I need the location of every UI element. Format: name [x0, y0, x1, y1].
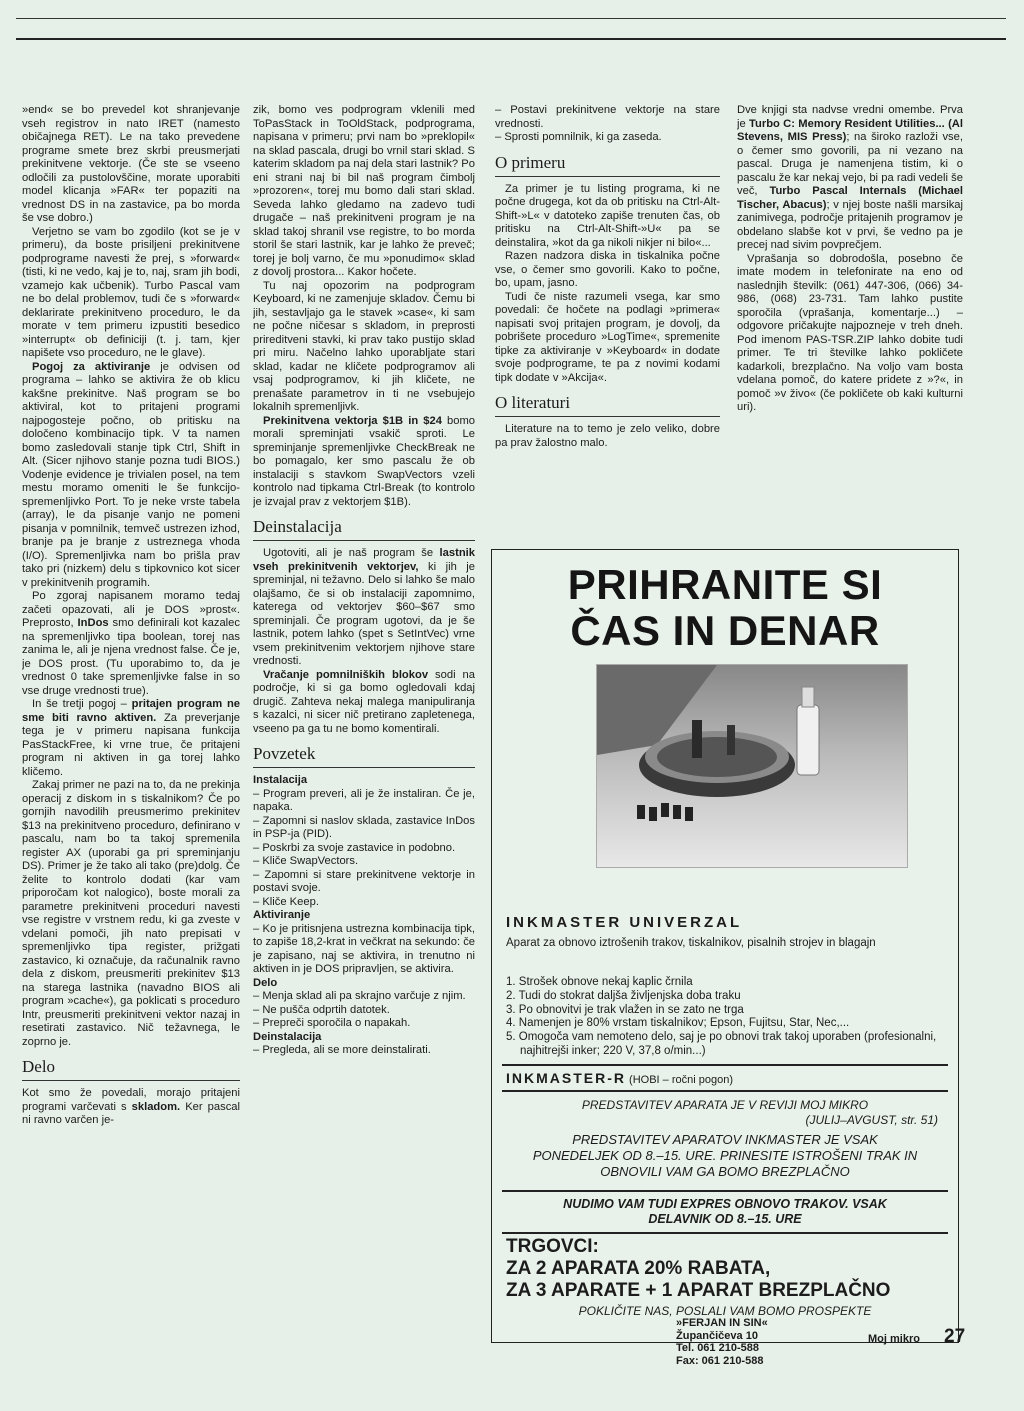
product-photo-image	[597, 665, 907, 867]
paragraph: Verjetno se vam bo zgodilo (kot se je v primeru), da boste prisiljeni prekinitvene podprograme navesti že prej, s »forward« (tisti, ki ne vedo, kaj je to, naj, sram jih bodi, vzamejo kak učbenik). Turbo Pascal vam ne bo delal problemov, tudi če s »forward« deklarirate prekinitveno proceduro, le da morate v tem primeru izpustiti besedico »interrupt« ob definiciji (t. j. tam, kjer napišete vso proceduro, ne le glave).	[22, 225, 240, 359]
paragraph	[253, 547, 475, 669]
dealer-offer-title: TRGOVCI:	[506, 1236, 599, 1257]
section-heading-o-primeru: O primeru	[495, 153, 720, 177]
section-heading-povzetek: Povzetek	[253, 744, 475, 768]
paragraph: Zakaj primer ne pazi na to, da ne prekinja operacij z diskom in s tiskalnikom? Če po gornjih navodilih preusmerimo prekinitev $13 na prekinitveno proceduro, definirano v pascalu, nam bo ta takoj spremenila register AX (uporabi ga pri spreminjanju DS). Primer je že tako ali tako (pre)dolg. Če želite to kontrolo dodati (kar vam priporočam kot nalogico), boste morali za parametre prekinitveni proceduri navesti vse registre v vrstnem redu, ki ga zveste v vdelani pomoči, jih nato prepisati v spremenljivko tipa register, prižgati zastavico, ki označuje, da računalnik ravno dela z diskom, preusmeriti prekinitev $13 na starega lastnika (navadno BIOS ali program »cache«), ga poklicati s proceduro Intr, preusmeriti prekinitveni vektor nazaj in resetirati zastavico. Nič težavnega, le zoprno je.	[22, 779, 240, 1048]
list-item: – Prepreči sporočila o napakah.	[253, 1017, 411, 1029]
paragraph	[22, 1087, 240, 1128]
bold-phrase: skladom.	[131, 1100, 181, 1113]
summary-subhead: Delo	[253, 976, 278, 989]
list-item: – Menja sklad ali pa skrajno varčuje z njim.	[253, 990, 466, 1002]
paragraph: Za primer je tu listing programa, ki ne počne drugega, kot da ob pritisku na Ctrl-Alt-Shift-»L« v datoteko zapiše trenuten čas, ob pritisku na Ctrl-Alt-Shift-»U« pa se deinstalira, »kot da ga nikoli nikjer ni bilo«...	[495, 182, 720, 249]
list-item: – Zapomni si naslov sklada, zastavice InDos in PSP-ja (PID).	[253, 814, 475, 840]
summary-subhead: Instalacija	[253, 774, 308, 786]
page-number: 27	[944, 1326, 966, 1347]
bold-phrase: Vračanje pomnilniških blokov	[263, 668, 429, 681]
summary-subhead: Aktiviranje	[253, 909, 311, 921]
magazine-name: Moj mikro	[868, 1333, 920, 1345]
bold-phrase: Turbo Pascal Internals (Michael Tischer, Abacus)	[737, 185, 963, 211]
paragraph	[253, 669, 475, 737]
bold-phrase: Prekinitvena vektorja $1B in $24	[263, 414, 442, 427]
note-express: NUDIMO VAM TUDI EXPRES OBNOVO TRAKOV. VSAK DELAVNIK OD 8.–15. URE	[563, 1197, 887, 1226]
list-item: – Ne pušča odprtih datotek.	[253, 1003, 390, 1016]
feature-item: 3. Po obnovitvi je trak vlažen in se zato ne trga	[506, 1003, 744, 1016]
company-tel: Tel. 061 210-588	[676, 1342, 759, 1354]
top-rule-thick	[16, 38, 1006, 40]
note-presentation: PREDSTAVITEV APARATA JE V REVIJI MOJ MIKRO	[581, 1098, 869, 1112]
column-1	[22, 104, 240, 1324]
list-item: – Sprosti pomnilnik, ki ga zaseda.	[495, 131, 662, 143]
list-item: – Pregleda, ali se more deinstalirati.	[253, 1044, 431, 1056]
section-heading-o-literaturi: O literaturi	[495, 393, 720, 417]
text-span: Za preverjanje tega je v primeru napisana funkcija PasStackFree, ki vrne true, če pritajeni program ni aktiven in ga torej lahko kličemo.	[22, 711, 240, 778]
advertisement-box	[491, 549, 959, 1343]
text-span: sodi na področje, ki si ga bomo ogledovali kdaj drugič. Zahteva nekaj malega manipuliranja s kazalci, ni sicer nič pretirano zapletenega, vseeno pa ga tu ne bomo komentirali.	[253, 668, 475, 735]
paragraph: Tu naj opozorim na podprogram Keyboard, ki ne zamenjuje skladov. Čemu bi jih, sestavljajo ga le stavek »case«, ki sam ne počne ničesar s skladom, in preprosti prireditveni stavki, ki prav tako pustijo sklad pri miru. Načelno lahko uporabljate stari sklad, kadar ne kličete podprogramov ali vsaj podprogramov, ki jih kličete, ne prenašate parametrov in ti ne vsebujejo lokalnih spremenljivk.	[253, 279, 475, 413]
paragraph	[737, 104, 963, 253]
text-span: smo definirali kot kazalec na spremenljivko tipa boolean, torej nas zanima le, ali je njena vrednost false. Če je, je DOS prost. (Tu uporabimo to, da je vrednost 0 take spremenljivke false in so vse druge vrednosti true).	[22, 617, 240, 697]
bold-phrase: pritajen program ne sme biti ravno aktiven.	[22, 698, 240, 724]
section-heading-deinstalacija: Deinstalacija	[253, 517, 475, 541]
list-item: – Poskrbi za svoje zastavice in podobno.	[253, 841, 456, 854]
company-name: »FERJAN IN SIN«	[676, 1317, 768, 1329]
model-r-line	[506, 1070, 733, 1086]
bold-phrase: lastnik vseh prekinitvenih vektorjev,	[253, 547, 475, 573]
list-item: – Kliče SwapVectors.	[253, 855, 359, 867]
company-address	[676, 1317, 768, 1367]
dealer-offer-line: ZA 3 APARATE + 1 APARAT BREZPLAČNO	[506, 1280, 891, 1301]
feature-list	[506, 976, 946, 1059]
text-span: Po zgoraj napisanem moramo tedaj začeti opazovati, ali je DOS »prost«. Preprosto,	[22, 590, 240, 629]
note-weekly: PREDSTAVITEV APARATOV INKMASTER JE VSAK PONEDELJEK OD 8.–15. URE. PRINESITE ISTROŠENI TRAK IN OBNOVILI VAM GA BOMO BREZPLAČNO	[532, 1132, 918, 1179]
feature-item: 2. Tudi do stokrat daljša življenjska doba traku	[506, 989, 741, 1002]
bold-phrase: InDos	[77, 617, 109, 629]
summary-subhead: Deinstalacija	[253, 1030, 322, 1043]
company-street: Župančičeva 10	[676, 1329, 758, 1342]
column-3	[495, 104, 720, 544]
list-item: – Ko je pritisnjena ustrezna kombinacija tipk, to zapiše 18,2-krat in večkrat na sekundo: če je zapisano, naj se aktivira, in trenutno ni aktiven in je DOS pripravljen, se aktivira.	[253, 922, 475, 975]
paragraph	[22, 698, 240, 779]
feature-item: 5. Omogoča vam nemoteno delo, saj je po obnovi trak takoj uporaben (profesionalni, najhitrejši inker; 220 V, 37,8 o/min...)	[506, 1031, 937, 1057]
paragraph	[22, 590, 240, 698]
text-span: je odvisen od programa – lahko se aktivira že ob klicu kakšne prekinitve. Naš program se bo aktiviral, kot to pritajeni programi najpogosteje počno, ob pritisku na določeno kombinacijo tipk. V ta namen bomo zasledovali stanje tipk Ctrl, Shift in Alt. (Sicer njihovo stanje pozna tudi BIOS.) Vodenje evidence je trivialen posel, na tem mestu moramo omeniti le še funkcijo- spremenljivko Port. To je neke vrste tabela (array), le da pisanje vanjo ne pomeni pisanja v pomnilnik, temveč ustrezen izhod, branje pa je branje z ustreznega vhoda (I/O). Spremenljivka nam bo prišla prav tako pri (nizkem) delu s tipkovnico kot sicer v prekinitvenih programih.	[22, 360, 240, 589]
feature-item: 4. Namenjen je 80% vrstam tiskalnikov; Epson, Fujitsu, Star, Nec,...	[506, 1017, 850, 1030]
dealer-offer	[506, 1236, 890, 1302]
list-item: – Program preveri, ali je že instaliran. Če je, napaka.	[253, 787, 475, 813]
company-fax: Fax: 061 210-588	[676, 1354, 764, 1367]
section-heading-delo: Delo	[22, 1057, 240, 1081]
paragraph	[253, 415, 475, 510]
paragraph: zik, bomo ves podprogram vklenili med ToPasStack in ToOldStack, podprograma, napisana v primeru; prvi nam bo »preklopil« na sklad pascala, drugi bo vrnil stari sklad. S katerim skladom pa naj dela stari lastnik? Po eni strani naj bi bil naš program čimbolj »prozoren«, torej mu bomo dali stari sklad. Seveda lahko gledamo na zadevo tudi drugače – naš prekinitveni program je na sklad takoj shranil vse registre, to bo morda storil še stari lastnik, kar je lahko že preveč; torej je bolj varno, če mu »ponudimo« sklad z dovolj prostora... Kakor hočete.	[253, 104, 475, 278]
paragraph: Tudi če niste razumeli vsega, kar smo povedali: če hočete na podlagi »primera« napisati svoj pritajen program, je dovolj, da pobrišete proceduro »LogTime«, spremenite tipke za aktiviranje v »Keyboard« in dodate svoje podprograme, te pa z novimi kodami tipk dodate v »Akcija«.	[495, 290, 720, 384]
bold-phrase: Pogoj za aktiviranje	[32, 360, 151, 373]
column-2	[253, 104, 475, 1329]
paragraph	[22, 361, 240, 591]
list-item: – Kliče Keep.	[253, 895, 319, 908]
divider	[502, 1090, 948, 1092]
list-item: – Postavi prekinitvene vektorje na stare vrednosti.	[495, 104, 720, 130]
paragraph: Razen nadzora diska in tiskalnika počne vse, o čemer smo govorili. Kako to počne, bo, upam, jasno.	[495, 250, 720, 289]
product-name: INKMASTER UNIVERZAL	[506, 914, 743, 931]
product-photo	[596, 664, 908, 868]
list-item: – Zapomni si stare prekinitvene vektorje in postavi svoje.	[253, 868, 475, 894]
feature-item: 1. Strošek obnove nekaj kaplic črnila	[506, 976, 693, 988]
text-span: Kot smo že povedali, morajo pritajeni programi varčevati s	[22, 1087, 240, 1113]
text-span: ; na široko razloži vse, o čemer smo govorili, pa ni vezano na pascal. Druga je namenjena tistim, ki o pascalu že kar nekaj vejo, bi pa radi vedeli še več,	[737, 131, 963, 197]
text-span: ; v njej boste našli marsikaj zanimivega, področje pritajenih programov je obdelano slabše kot v prvi, še vedno pa je precej nad sivim povprečjem.	[737, 198, 963, 251]
column-4	[737, 104, 963, 504]
call-to-action: POKLIČITE NAS, POSLALI VAM BOMO PROSPEKTE	[578, 1304, 872, 1318]
bold-phrase: Turbo C: Memory Resident Utilities... (Al Stevens, MIS Press)	[737, 117, 963, 143]
dealer-offer-line: ZA 2 APARATA 20% RABATA,	[506, 1258, 771, 1279]
text-span: bomo morali spreminjati vsakič sproti. Le spreminjanje spremenljivke CheckBreak ne bo pomagalo, ker smo pascalu že ob instalaciji s stavkom SwapVectors vzeli kontrolo nad tipkama Ctrl-Break (to kontrolo je izvajal prav z vektorjem $1B).	[253, 414, 475, 508]
ad-headline-line-2: ČAS IN DENAR	[570, 607, 880, 654]
divider	[502, 1190, 948, 1192]
model-r-name: INKMASTER-R	[506, 1070, 626, 1086]
top-rule	[16, 18, 1006, 19]
paragraph: Literature na to temo je zelo veliko, dobre pa prav žalostno malo.	[495, 423, 720, 449]
paragraph: »end« se bo prevedel kot shranjevanje vseh registrov in nato IRET (namesto običajnega RET). Le na tako prevedene programe smete brez skrbi preusmerjati prekinitvene vektorje. (Če ste se vseeno odločili za pustolovščine, morate uporabiti model klicanja »FAR« ter popaziti na vrednost DS in na zastavice, pa bo morda še vse dobro.)	[22, 104, 240, 224]
model-r-note: (HOBI – ročni pogon)	[626, 1074, 733, 1086]
product-description: Aparat za obnovo iztrošenih trakov, tiskalnikov, pisalnih strojev in blagajn	[506, 937, 876, 949]
text-span: Ker pascal ni ravno varčen je-	[22, 1100, 240, 1126]
divider	[502, 1064, 948, 1066]
divider	[502, 1232, 948, 1234]
text-span: Dve knjigi sta nadvse vredni omembe. Prva je	[737, 104, 963, 130]
text-span: ki jih je spreminjal, ni težavno. Delo si lahko še malo olajšamo, če si ob instalaciji zapomnimo, katerega od vektorjev $60–$67 smo spreminjali. Če program ugotovi, da je še lastnik, potem lahko (spet s SetIntVec) vrne vsem prekinitvenim vektorjem njihove stare vrednosti.	[253, 560, 475, 667]
note-presentation-ref: (JULIJ–AVGUST, str. 51)	[805, 1113, 938, 1127]
ad-headline	[492, 562, 958, 654]
text-span: In še tretji pogoj –	[32, 698, 132, 710]
ad-headline-line-1: PRIHRANITE SI	[567, 561, 883, 608]
paragraph: Vprašanja so dobrodošla, posebno če imate modem in telefonirate na eno od naslednjih številk: (061) 447-306, (066) 34-986, (068) 23-731. Tam lahko pustite sporočila (vprašanja, komentarje...) – odgovore pričakujte najpozneje v treh dneh. Pod imenom PAS-TSR.ZIP lahko dobite tudi primer. Te tri številke lahko pokličete kadarkoli, brezplačno. Na voljo vam bosta vdelana pomoč, do katere pridete z »?«, in pomoč »v živo« (če pokličete ob kaki kulturni uri).	[737, 252, 963, 413]
text-span: Ugotoviti, ali je naš program še	[263, 547, 440, 559]
